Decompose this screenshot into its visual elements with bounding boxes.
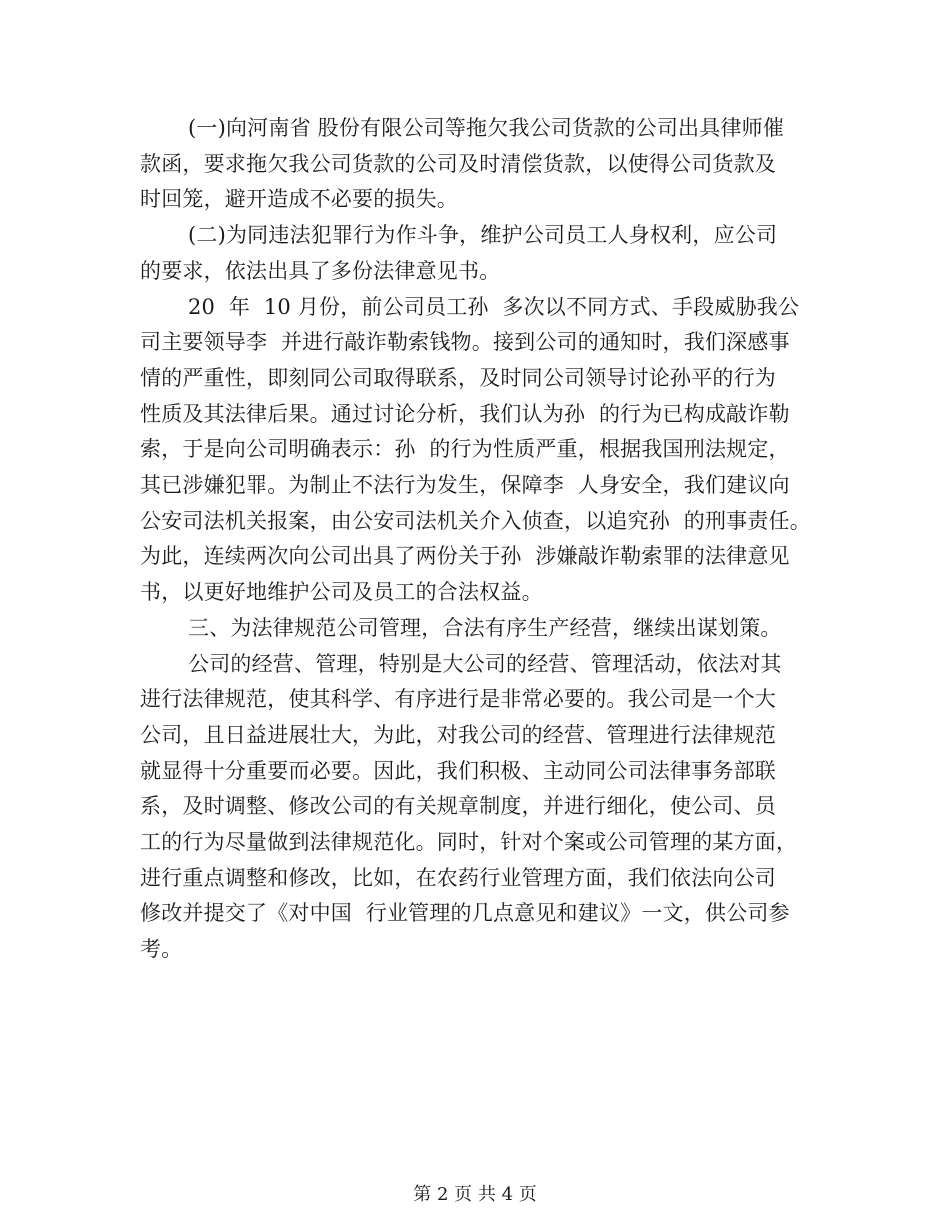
text-line: 进行重点调整和修改，比如，在农药行业管理方面，我们依法向公司 [140,866,776,890]
text-line: 书，以更好地维护公司及员工的合法权益。 [140,580,543,604]
text-line: 公安司法机关报案，由公安司法机关介入侦查，以追究孙 的刑事责任。 [140,509,811,533]
text-line: 公司的经营、管理，特别是大公司的经营、管理活动，依法对其 [188,652,782,676]
text-line: (二)为同违法犯罪行为作斗争，维护公司员工人身权利，应公司 [188,223,778,247]
text-line: 时回笼，避开造成不必要的损失。 [140,187,458,211]
text-line: 款函，要求拖欠我公司货款的公司及时清偿货款，以使得公司货款及 [140,152,776,176]
text-line: 考。 [140,937,183,961]
text-line: 的要求，依法出具了多份法律意见书。 [140,259,501,283]
text-line: 三、为法律规范公司管理，合法有序生产经营，继续出谋划策。 [188,616,782,640]
text-line: 性质及其法律后果。通过讨论分析，我们认为孙 的行为已构成敲诈勒 [140,402,790,426]
text-line: 进行法律规范，使其科学、有序进行是非常必要的。我公司是一个大 [140,687,776,711]
text-line: 公司，且日益进展壮大，为此，对我公司的经营、管理进行法律规范 [140,723,776,747]
text-line: 司主要领导李 并进行敲诈勒索钱物。接到公司的通知时，我们深感事 [140,330,790,354]
text-line: 工的行为尽量做到法律规范化。同时，针对个案或公司管理的某方面， [140,830,798,854]
text-line: 其已涉嫌犯罪。为制止不法行为发生，保障李 人身安全，我们建议向 [140,473,790,497]
text-line: 索，于是向公司明确表示：孙 的行为性质严重，根据我国刑法规定， [140,437,790,461]
text-line: 修改并提交了《对中国 行业管理的几点意见和建议》一文，供公司参 [140,901,790,925]
text-line: 就显得十分重要而必要。因此，我们积极、主动同公司法律事务部联 [140,759,776,783]
text-line: 情的严重性，即刻同公司取得联系，及时同公司领导讨论孙平的行为 [140,366,776,390]
text-line: 系，及时调整、修改公司的有关规章制度，并进行细化，使公司、员 [140,794,776,818]
text-line: (一)向河南省 股份有限公司等拖欠我公司货款的公司出具律师催 [188,116,785,140]
page-number-footer: 第 2 页 共 4 页 [413,1184,537,1205]
text-line: 20 年 10 月份，前公司员工孙 多次以不同方式、手段威胁我公 [188,295,800,319]
text-line: 为此，连续两次向公司出具了两份关于孙 涉嫌敲诈勒索罪的法律意见 [140,544,790,568]
